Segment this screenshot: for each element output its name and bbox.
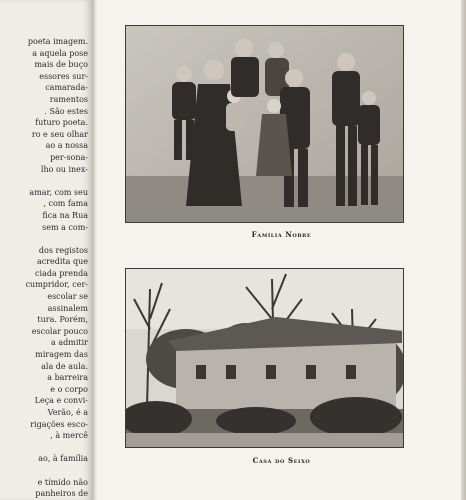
- left-page-line: [0, 465, 88, 477]
- left-page-line: ciada prenda: [35, 268, 88, 278]
- left-page-text: [0, 36, 88, 500]
- left-page-line: mais de buço: [34, 60, 88, 70]
- left-page-line: sem a com-: [42, 222, 88, 232]
- left-page-line: . São estes: [44, 106, 88, 116]
- left-page-line: e tímido não: [37, 477, 88, 487]
- left-page-line: , à mercê: [50, 431, 88, 441]
- left-page-line: ro e seu olhar: [31, 129, 88, 139]
- left-page-line: essores sur-: [39, 71, 88, 81]
- left-page-line: , com fama: [43, 199, 88, 209]
- left-page-line: escolar pouco: [31, 326, 88, 336]
- left-page: [0, 0, 94, 500]
- family-photo: [125, 25, 404, 223]
- house-photo: [125, 268, 404, 448]
- left-page-line: tura. Porém,: [37, 315, 88, 325]
- left-page-line: ala de aula.: [41, 361, 88, 371]
- left-page-line: camarada-: [45, 83, 88, 93]
- left-page-line: rigações esco-: [30, 419, 88, 429]
- left-page-line: assinalem: [47, 303, 88, 313]
- left-page-line: ramentos: [49, 94, 88, 104]
- left-page-line: [0, 233, 88, 245]
- left-page-line: a aquela pose: [32, 48, 88, 58]
- left-page-line: panheiros de: [35, 489, 88, 499]
- left-page-line: acredita que: [36, 257, 88, 267]
- left-page-line: futuro poeta.: [35, 118, 88, 128]
- left-page-line: lho ou inex-: [40, 164, 88, 174]
- house-photo-caption: Casa do Seixo: [252, 456, 311, 465]
- left-page-line: cumpridor, cer-: [25, 280, 88, 290]
- left-page-line: a admitir: [51, 338, 88, 348]
- left-page-line: per-sona-: [50, 152, 88, 162]
- left-page-line: poeta imagem.: [27, 37, 88, 46]
- page-edge: [461, 0, 466, 500]
- left-page-line: fica na Rua: [42, 210, 88, 220]
- left-page-line: [0, 442, 88, 454]
- left-page-line: escolar se: [47, 292, 88, 302]
- left-page-line: Verão, é a: [47, 408, 88, 417]
- left-page-line: miragem das: [35, 350, 88, 360]
- left-page-line: dos registos: [38, 245, 88, 255]
- left-page-line: [0, 175, 88, 187]
- family-photo-caption: Família Nobre: [251, 230, 312, 239]
- left-page-line: ao a nossa: [45, 141, 88, 151]
- left-page-line: Leça e convi-: [34, 396, 88, 406]
- left-page-line: e o corpo: [50, 384, 88, 394]
- left-page-line: amar, com seu: [29, 187, 88, 197]
- left-page-line: a barreira: [47, 373, 88, 383]
- left-page-line: ao, à família: [38, 454, 88, 464]
